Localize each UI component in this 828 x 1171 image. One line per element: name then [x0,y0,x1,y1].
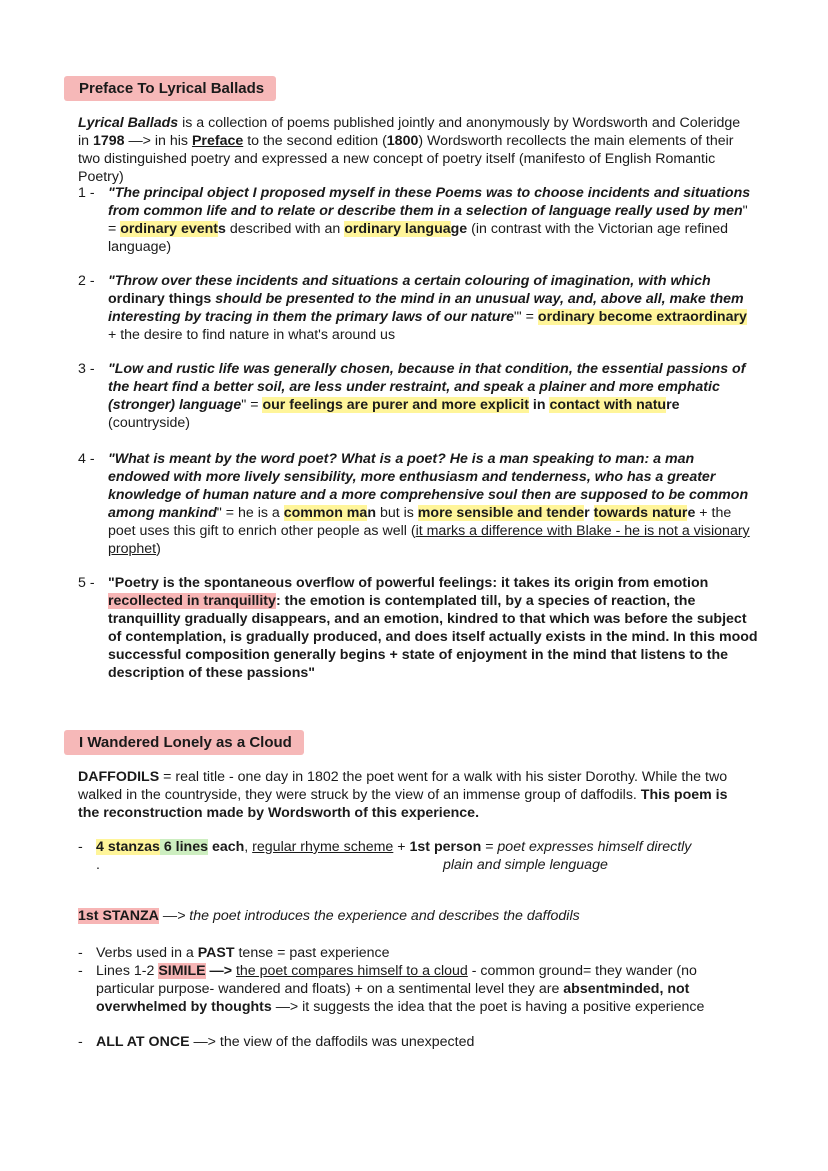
highlight-stanzas: 4 stanzas [96,839,160,855]
bullet-dash: - [78,839,83,855]
text-fragment: - common ground= they wander (no particular purpose- wandered and floats) + on a sentimental level they are [96,963,697,997]
quote-text: "The principal object I proposed myself in these Poems was to choose incidents and situations from common life and to relate or describe them in a selection of language really used by men [108,185,751,219]
text-fragment: r [584,505,590,521]
underlined-cloud: the poet compares himself to a cloud [235,963,468,979]
heading-text: I Wandered Lonely as a Cloud [79,734,292,751]
underlined-rhyme: regular rhyme scheme [252,839,394,855]
quote-text: "Throw over these incidents and situations a certain colouring of imagination, with [108,273,667,289]
text-fragment: absentminded, not overwhelmed by thoughts [96,981,690,1015]
text-fragment: + [393,839,410,855]
text-fragment: —> the view of the daffodils was unexpected [189,1034,475,1050]
equals-text: " = [108,203,748,237]
stanza-description: —> the poet introduces the experience and describes the daffodils [158,908,580,924]
text-fragment: poet expresses himself directly [497,839,692,855]
quote-text: which [670,273,711,289]
equals-text: "' = [514,309,538,325]
text-fragment: ge [450,221,468,237]
intro-text-1: is a collection of poems published jointly and anonymously by Wordsworth and Coleridge in [78,115,741,149]
list-item-2 [0,272,828,352]
equals-text: " = he is a [216,505,284,521]
intro-paragraph [78,114,750,186]
list-item-4 [0,450,828,560]
text-fragment: Lines 1-2 [96,963,159,979]
list-item-1 [0,184,828,264]
quote-text: "Low and rustic life was generally chosen, because in that condition, the essential passions of the heart find a better soil, are less under restraint, and speak a plainer and more emphatic (stronger) language [108,361,746,413]
bullet-text [96,944,756,962]
intro-text-2: —> in his [124,133,192,149]
item-number: 5 - [78,575,95,591]
text-fragment: each [208,839,245,855]
bullet-dash: - [78,945,83,961]
list-item-5 [0,574,828,684]
bullet-text [96,962,756,1016]
bullet-text [96,1033,756,1051]
item-text [108,450,758,558]
intro-title: Lyrical Ballads [78,115,179,131]
underlined-blake-note: it marks a difference with Blake - he is not a visionary prophet [108,523,750,557]
item-text [108,574,758,682]
item-number: 2 - [78,273,95,289]
text-fragment: described with an [225,221,345,237]
bullet-all-at-once [0,1033,828,1053]
preface-word: Preface [191,133,244,149]
text-fragment: ordinary things [108,291,216,307]
bullet-dash: - [78,1034,83,1050]
quote-text: should be presented to the mind in an unusual way, and, above all, make them interesting by tracing in them the primary laws of our nature [108,291,744,325]
highlight-ordinary-language: ordinary langua [344,221,451,237]
year-1800: 1800 [386,133,419,149]
list-item-3 [0,360,828,440]
text-fragment: (in contrast with the Victorian age refined language) [108,221,728,255]
text-fragment: (countryside) [108,415,191,431]
daffodils-title: DAFFODILS [78,769,160,785]
bullet-text [96,838,756,856]
intro-text-3: to the second edition ( [243,133,387,149]
item-number: 3 - [78,361,95,377]
text-fragment: , [244,839,253,855]
highlight-simile: SIMILE [158,963,206,979]
text-fragment: e [687,505,696,521]
quote-text: "Poetry is the spontaneous overflow of powerful feelings: it takes its origin from emotion [108,575,709,591]
text-fragment: ) [156,541,161,557]
item-text [108,184,758,256]
highlight-tranquillity: recollected in tranquillity [108,593,276,609]
text-fragment: in [528,397,550,413]
text-fragment: tense = past experience [234,945,390,961]
bullet-simile [0,962,828,1034]
quote-text: : the emotion is contemplated till, by a species of reaction, the tranquillity gradually disappears, and an emotion, kindred to that which was before the subject of contemplation, is gradually produced, and does itself actually exists in the mind. In this mood successful composition generally begins + state of enjoyment in the mind that listens to the description of these passions" [108,593,758,681]
text-fragment: —> [205,963,236,979]
highlight-nature: contact with natu [549,397,667,413]
highlight-feelings: our feelings are purer and more explicit [262,397,529,413]
highlight-sensible: more sensible and tende [417,505,585,521]
heading-text: Preface To Lyrical Ballads [79,80,265,97]
text-fragment: Verbs used in a [96,945,198,961]
quote-text: "What is meant by the word poet? What is a poet? He is a man speaking to man: a man endowed with more lively sensibility, more enthusiasm and tenderness, who has a greater knowledge of human nature and a more comprehensive soul then are supposed to be common among mankind [108,451,749,521]
item-number: 4 - [78,451,95,467]
bullet-structure [0,838,828,878]
text-fragment: + the poet uses this gift to enrich other people as well ( [108,505,732,539]
intro-text-4: ) Wordsworth recollects the main elements of their two distinguished poetry and expressed a new concept of poetry itself (manifesto of English Romantic Poetry) [78,133,734,185]
stanza-line [78,907,758,925]
text-fragment: ALL AT ONCE [96,1034,190,1050]
section-heading-wandered [64,730,304,755]
daffodils-paragraph [78,768,750,822]
year-1798: 1798 [92,133,125,149]
section-heading-preface [64,76,276,101]
bullet-dash: - [78,963,83,979]
stanza-label: 1st STANZA [78,908,159,924]
text-fragment: This poem is the reconstruction made by Wordsworth of this experience. [78,787,728,821]
bullet-dot: . [96,857,100,873]
text-fragment: = real title - one day in 1802 the poet went for a walk with his sister Dorothy. While the two walked in the countryside, they were struck by the view of an immense group of daffodils. [78,769,728,803]
highlight-extraordinary: ordinary become extraordinary [537,309,747,325]
equals-text: " = [241,397,263,413]
text-fragment: 1st person [409,839,482,855]
item-text [108,272,758,344]
item-number: 1 - [78,185,95,201]
item-text [108,360,758,432]
text-fragment: but is [376,505,418,521]
bullet-past-tense [0,944,828,964]
highlight-common-man: common ma [283,505,368,521]
text-fragment: s [218,221,226,237]
text-fragment: + the desire to find nature in what's around us [108,327,396,343]
text-fragment: —> it suggests the idea that the poet is having a positive experience [271,999,705,1015]
text-fragment: re [666,397,680,413]
text-fragment: PAST [197,945,235,961]
text-fragment: = [481,839,498,855]
plain-language-note: plain and simple lenguage [443,857,608,873]
text-fragment: n [367,505,376,521]
highlight-ordinary-events: ordinary event [120,221,219,237]
highlight-towards-nature: towards natur [593,505,688,521]
highlight-lines: 6 lines [159,839,208,855]
